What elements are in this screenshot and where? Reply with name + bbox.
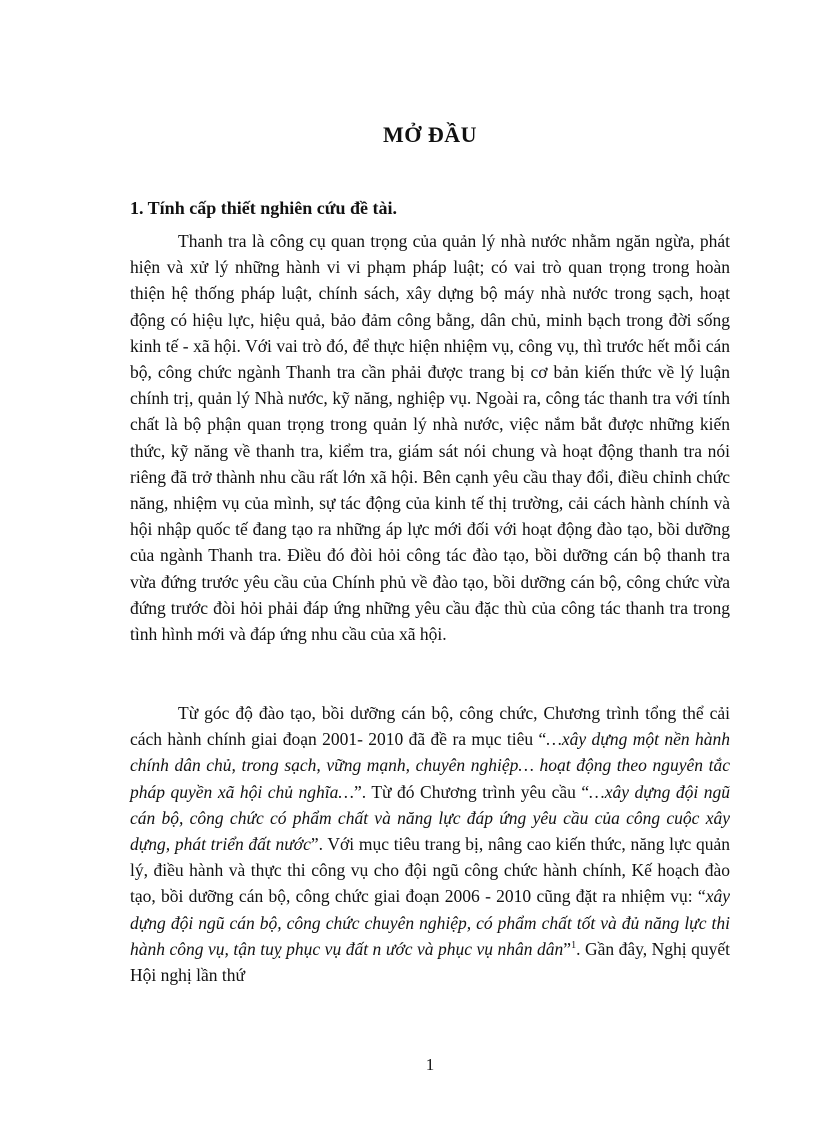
paragraph-2-text-4: ” (563, 938, 572, 959)
paragraph-2-text-3: ”. Với mục tiêu trang bị, nâng cao kiến thức, năng lực quản lý, điều hành và thực thi công vụ cho đội ngũ công chức hành chính, Kế hoạch đào tạo, bồi dưỡng cán bộ, công chức giai đoạn 2006 - 2010 cũng đặt ra nhiệm vụ: “ (130, 834, 730, 907)
page-title: MỞ ĐẦU (382, 122, 478, 147)
paragraph-2-text-2: ”. Từ đó Chương trình yêu cầu “ (353, 781, 590, 802)
quote-training-task: xây dựng đội ngũ cán bộ, công chức chuyên nghiệp, có phẩm chất tốt và đủ năng lực thi hành công vụ, tận tuỵ phục vụ đất n ước và phục vụ nhân dân (130, 886, 730, 959)
section-heading: 1. Tính cấp thiết nghiên cứu đề tài. (130, 198, 398, 218)
body-paragraph-2 (130, 700, 730, 988)
body-paragraph-1: Thanh tra là công cụ quan trọng của quản lý nhà nước nhằm ngăn ngừa, phát hiện và xử lý những hành vi vi phạm pháp luật; có vai trò quan trọng trong hoàn thiện hệ thống pháp luật, chính sách, xây dựng bộ máy nhà nước trong sạch, hoạt động có hiệu lực, hiệu quả, bảo đảm công bằng, dân chủ, minh bạch trong đời sống kinh tế - xã hội. Với vai trò đó, để thực hiện nhiệm vụ, công vụ, thì trước hết mỗi cán bộ, công chức ngành Thanh tra cần phải được trang bị cơ bản kiến thức về lý luận chính trị, quản lý Nhà nước, kỹ năng, nghiệp vụ. Ngoài ra, công tác thanh tra với tính chất là bộ phận quan trọng trong quản lý nhà nước, việc nắm bắt được những kiến thức, kỹ năng về thanh tra, kiểm tra, giám sát nói chung và hoạt động thanh tra nói riêng đã trở thành nhu cầu rất lớn xã hội. Bên cạnh yêu cầu thay đổi, điều chỉnh chức năng, nhiệm vụ của mình, sự tác động của kinh tế thị trường, cải cách hành chính và hội nhập quốc tế đang tạo ra những áp lực mới đối với hoạt động đào tạo, bồi dưỡng của ngành Thanh tra. Điều đó đòi hỏi công tác đào tạo, bồi dưỡng cán bộ thanh tra vừa đứng trước yêu cầu của Chính phủ về đào tạo, bồi dưỡng cán bộ, công chức vừa đứng trước đòi hỏi phải đáp ứng những yêu cầu đặc thù của công tác thanh tra trong tình hình mới và đáp ứng nhu cầu của xã hội. (130, 231, 730, 645)
paragraph-2-text-5: . Gần đây, Nghị quyết Hội nghị lần thứ (130, 938, 730, 986)
paragraph-2-text-1: Từ góc độ đào tạo, bồi dưỡng cán bộ, công chức, Chương trình tổng thể cải cách hành chính giai đoạn 2001- 2010 đã đề ra mục tiêu “ (130, 703, 730, 750)
quote-staff-requirement: …xây dựng đội ngũ cán bộ, công chức có phẩm chất và năng lực đáp ứng yêu cầu của công cuộc xây dựng, phát triển đất nước (130, 781, 730, 855)
footnote-marker[interactable]: 1 (571, 940, 577, 951)
quote-reform-goal: …xây dựng một nền hành chính dân chủ, trong sạch, vững mạnh, chuyên nghiệp… hoạt động theo nguyên tắc pháp quyền xã hội chủ nghĩa… (130, 729, 730, 802)
page-number: 1 (425, 1055, 435, 1074)
